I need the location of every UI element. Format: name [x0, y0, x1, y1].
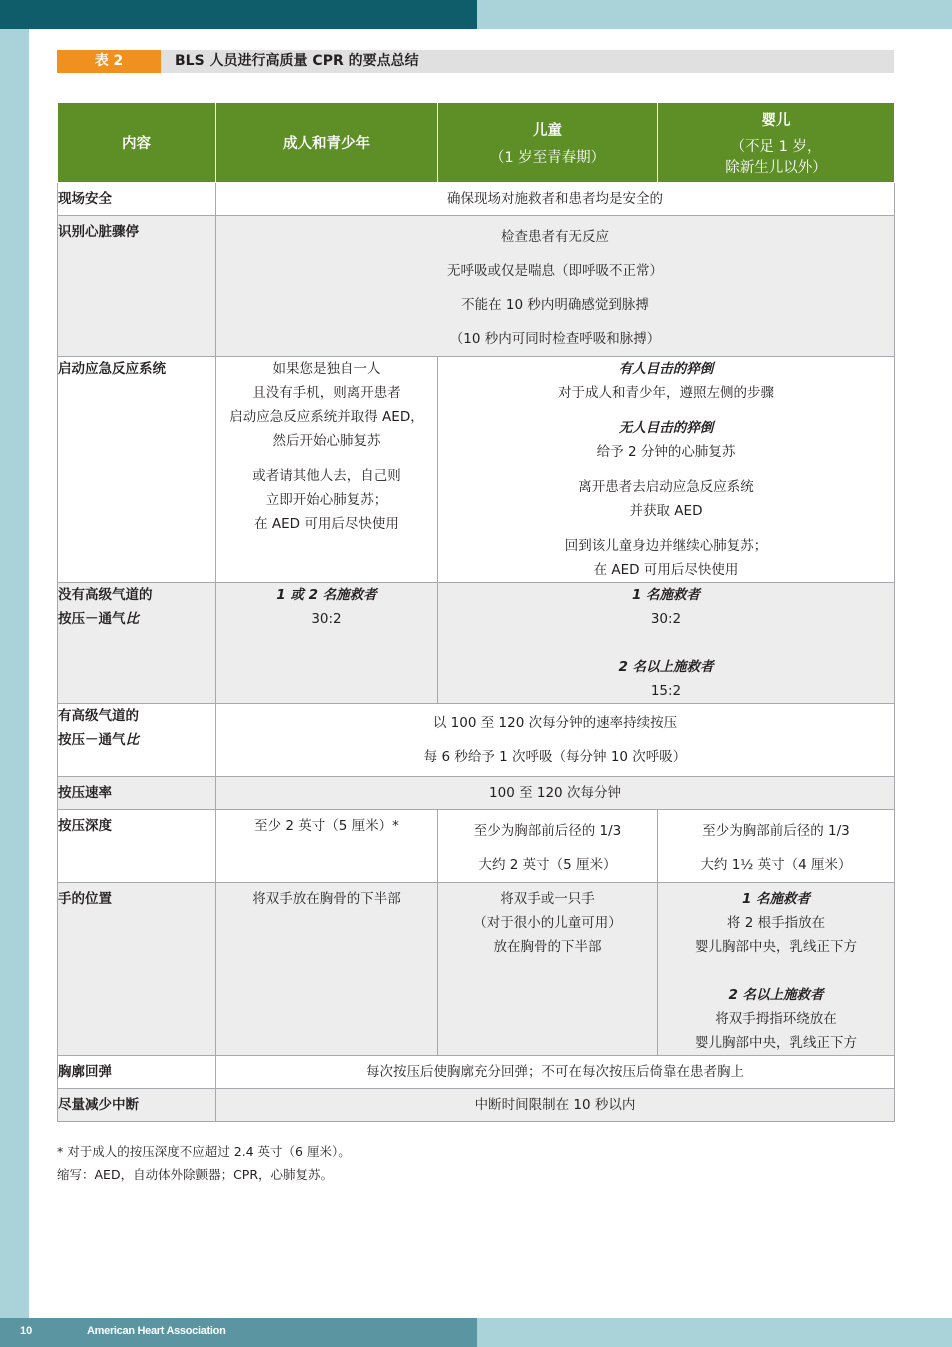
- footnote-depth: * 对于成人的按压深度不应超过 2.4 英寸（6 厘米）。: [57, 1144, 351, 1159]
- interrupt-text: 中断时间限制在 10 秒以内: [216, 1089, 895, 1122]
- row-label-ratio-airway: 有高级气道的 按压－通气比: [58, 704, 216, 777]
- left-decorative-strip: [0, 29, 29, 1318]
- table-row: [58, 810, 895, 883]
- table-row: [58, 1089, 895, 1122]
- scene-safety-text: 确保现场对施救者和患者均是安全的: [216, 183, 895, 216]
- header-content: 内容: [58, 103, 216, 183]
- depth-infant: 至少为胸部前后径的 1/3 大约 1½ 英寸（4 厘米）: [658, 810, 895, 883]
- rate-text: 100 至 120 次每分钟: [216, 777, 895, 810]
- depth-adult: 至少 2 英寸（5 厘米）*: [216, 810, 438, 883]
- depth-child: 至少为胸部前后径的 1/3 大约 2 英寸（5 厘米）: [438, 810, 658, 883]
- table-header-row: [58, 103, 895, 183]
- header-child: 儿童 （1 岁至青春期）: [438, 103, 658, 183]
- table-row: [58, 583, 895, 704]
- table-row: [58, 777, 895, 810]
- ratio-airway-text: 以 100 至 120 次每分钟的速率持续按压 每 6 秒给予 1 次呼吸（每分钟 10 次呼吸）: [216, 704, 895, 777]
- top-bar-dark: [0, 0, 477, 29]
- header-adult: 成人和青少年: [216, 103, 438, 183]
- row-label-rate: 按压速率: [58, 777, 216, 810]
- activate-child-infant: 有人目击的猝倒 对于成人和青少年，遵照左侧的步骤 无人目击的猝倒 给予 2 分钟的心肺复苏 离开患者去启动应急反应系统 并获取 AED 回到该儿童身边并继续心肺复苏； 在 AED 可用后尽快使用: [438, 357, 895, 583]
- table-row: [58, 357, 895, 583]
- recognize-text: 检查患者有无反应 无呼吸或仅是喘息（即呼吸不正常） 不能在 10 秒内明确感觉到脉搏 （10 秒内可同时检查呼吸和脉搏）: [216, 216, 895, 357]
- row-label-activate: 启动应急反应系统: [58, 357, 216, 583]
- organization-name: American Heart Association: [87, 1325, 226, 1337]
- row-label-ratio-no-airway: 没有高级气道的 按压－通气比: [58, 583, 216, 704]
- hands-infant: 1 名施救者 将 2 根手指放在 婴儿胸部中央，乳线正下方 2 名以上施救者 将双手拇指环绕放在 婴儿胸部中央，乳线正下方: [658, 883, 895, 1056]
- bottom-bar-dark: [0, 1318, 477, 1347]
- page-number: 10: [20, 1325, 33, 1337]
- recoil-text: 每次按压后使胸廓充分回弹；不可在每次按压后倚靠在患者胸上: [216, 1056, 895, 1089]
- table-row: [58, 1056, 895, 1089]
- table-row: [58, 183, 895, 216]
- row-label-recognize: 识别心脏骤停: [58, 216, 216, 357]
- activate-adult: 如果您是独自一人 且没有手机，则离开患者 启动应急反应系统并取得 AED， 然后开始心肺复苏 或者请其他人去，自己则 立即开始心肺复苏； 在 AED 可用后尽快使用: [216, 357, 438, 583]
- table-row: [58, 216, 895, 357]
- table-title: BLS 人员进行高质量 CPR 的要点总结: [175, 53, 419, 69]
- hands-child: 将双手或一只手 （对于很小的儿童可用） 放在胸骨的下半部: [438, 883, 658, 1056]
- row-label-interrupt: 尽量减少中断: [58, 1089, 216, 1122]
- row-label-scene-safety: 现场安全: [58, 183, 216, 216]
- bottom-bar-light: [477, 1318, 952, 1347]
- row-label-hands: 手的位置: [58, 883, 216, 1056]
- header-infant: 婴儿 （不足 1 岁， 除新生儿以外）: [658, 103, 895, 183]
- table-row: [58, 883, 895, 1056]
- row-label-recoil: 胸廓回弹: [58, 1056, 216, 1089]
- cpr-summary-table: [57, 102, 895, 1122]
- table-tag: 表 2: [57, 50, 161, 73]
- top-bar-light: [477, 0, 952, 29]
- hands-adult: 将双手放在胸骨的下半部: [216, 883, 438, 1056]
- table-row: [58, 704, 895, 777]
- footnote-abbreviations: 缩写：AED，自动体外除颤器；CPR，心肺复苏。: [57, 1167, 334, 1182]
- row-label-depth: 按压深度: [58, 810, 216, 883]
- ratio-no-airway-adult: 1 或 2 名施救者 30:2: [216, 583, 438, 704]
- ratio-no-airway-child-infant: 1 名施救者 30:2 2 名以上施救者 15:2: [438, 583, 895, 704]
